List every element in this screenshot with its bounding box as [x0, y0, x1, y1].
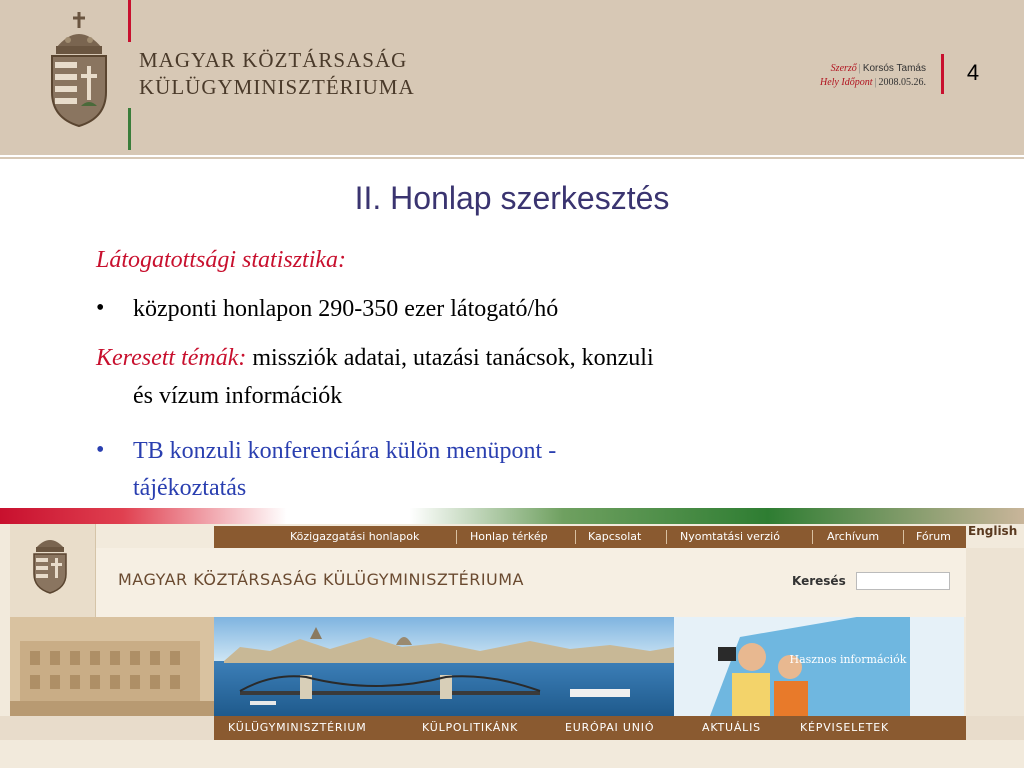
site-content-start [0, 740, 1024, 768]
menu-kulugyminiszterium[interactable]: KÜLÜGYMINISZTÉRIUM [228, 721, 367, 734]
author-name: Korsós Tamás [862, 63, 926, 74]
site-crest-icon[interactable] [30, 528, 70, 594]
header-divider [0, 152, 1024, 155]
stats-heading: Látogatottsági statisztika: [96, 247, 347, 273]
bullet-visitors: központi honlapon 290-350 ezer látogató/hó [133, 296, 559, 322]
slide-date: 2008.05.26. [878, 77, 926, 88]
slide-title: II. Honlap szerkesztés [354, 180, 670, 216]
topics-line [96, 344, 654, 372]
flag-ribbon [0, 508, 1024, 524]
english-link[interactable]: English [968, 524, 1018, 538]
site-right-panel [966, 548, 1024, 716]
place-label: Hely [819, 77, 839, 88]
slide-meta: Szerző | Korsós Tamás Hely Időpont | 2008.05.26. [819, 63, 926, 88]
nav-separator [666, 530, 667, 544]
bullet-conference-cont: tájékoztatás [133, 475, 247, 501]
flag-stripe-red [128, 0, 131, 42]
hungarian-coat-of-arms-icon [44, 10, 114, 128]
topics-text: missziók adatai, utazási tanácsok, konzuli [252, 345, 654, 371]
nav-separator [903, 530, 904, 544]
menu-kulpolitikank[interactable]: KÜLPOLITIKÁNK [422, 721, 519, 734]
nav-nyomtatasi[interactable]: Nyomtatási verzió [680, 530, 780, 543]
site-title[interactable]: MAGYAR KÖZTÁRSASÁG KÜLÜGYMINISZTÉRIUMA [118, 570, 524, 589]
bullet-conference: TB konzuli konferenciára külön menüpont - [133, 438, 557, 464]
website-screenshot [0, 508, 1024, 768]
bullet-marker: • [96, 295, 105, 321]
nav-archivum[interactable]: Archívum [827, 530, 880, 543]
page-number: 4 [966, 60, 980, 85]
nav-separator [575, 530, 576, 544]
search-label: Keresés [792, 574, 846, 588]
topics-text-cont: és vízum információk [133, 383, 343, 409]
nav-separator [812, 530, 813, 544]
budapest-banner-image [10, 617, 964, 716]
nav-honlap-terkep[interactable]: Honlap térkép [470, 530, 548, 543]
nav-kozigazgatasi[interactable]: Közigazgatási honlapok [290, 530, 420, 543]
nav-separator [456, 530, 457, 544]
page-number-divider [941, 54, 944, 94]
nav-forum[interactable]: Fórum [916, 530, 951, 543]
flag-stripe-green [128, 108, 131, 150]
author-label: Szerző [830, 63, 857, 74]
nav-kapcsolat[interactable]: Kapcsolat [588, 530, 642, 543]
org-name-line2: KÜLÜGYMINISZTÉRIUMA [139, 75, 415, 99]
search-input[interactable] [856, 572, 950, 590]
menu-europai-unio[interactable]: EURÓPAI UNIÓ [565, 721, 655, 734]
org-name-line1: MAGYAR KÖZTÁRSASÁG [139, 48, 408, 72]
time-label: Időpont [841, 77, 873, 88]
menu-kepviseletek[interactable]: KÉPVISELETEK [800, 721, 890, 734]
bullet-marker: • [96, 437, 105, 463]
menu-aktualis[interactable]: AKTUÁLIS [702, 721, 761, 734]
card-text[interactable]: Hasznos információk [789, 653, 907, 666]
header-divider-thin [0, 157, 1024, 159]
topics-label: Keresett témák: [96, 345, 247, 371]
